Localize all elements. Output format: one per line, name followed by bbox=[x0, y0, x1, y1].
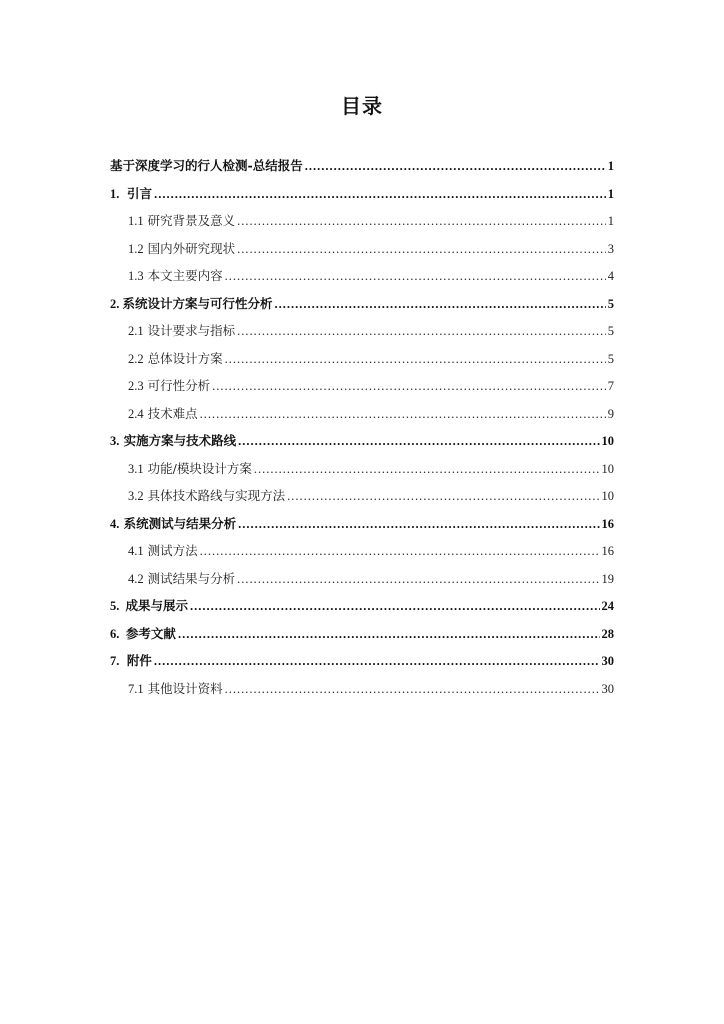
toc-entry-number: 2. bbox=[110, 296, 120, 311]
toc-leader-dots bbox=[238, 511, 599, 539]
toc-entry-number: 2.2 bbox=[128, 351, 144, 366]
toc-entry[interactable] bbox=[110, 400, 614, 428]
toc-entry-number: 2.4 bbox=[128, 406, 144, 421]
toc-entry-title: 功能/模块设计方案 bbox=[147, 460, 252, 476]
toc-entry[interactable] bbox=[110, 152, 614, 180]
toc-page-number: 3 bbox=[607, 241, 614, 256]
toc-page-number: 30 bbox=[601, 681, 614, 696]
toc-page-number: 5 bbox=[607, 351, 614, 366]
toc-entry[interactable] bbox=[110, 592, 614, 620]
toc-leader-dots bbox=[200, 401, 606, 429]
page-title: 目录 bbox=[341, 94, 383, 118]
toc-leader-dots bbox=[237, 236, 606, 264]
toc-page-number: 28 bbox=[601, 626, 614, 641]
toc-entry[interactable] bbox=[110, 647, 614, 675]
toc-entry-number: 3.1 bbox=[128, 461, 144, 476]
toc-page-number: 7 bbox=[607, 379, 614, 393]
toc-leader-dots bbox=[287, 483, 599, 511]
toc-entry-title: 设计要求与指标 bbox=[147, 323, 236, 338]
toc-leader-dots bbox=[225, 346, 606, 374]
toc-entry-title: 成果与展示 bbox=[125, 598, 188, 613]
toc-entry-title: 其他设计资料 bbox=[147, 680, 223, 696]
toc-entry-title: 具体技术路线与实现方法 bbox=[147, 488, 286, 503]
toc-entry-number: 1.1 bbox=[128, 214, 144, 228]
toc-entry-number: 3. bbox=[110, 434, 120, 448]
toc-leader-dots bbox=[305, 153, 606, 181]
toc-entry-title: 国内外研究现状 bbox=[147, 240, 236, 256]
toc-entry-title: 实施方案与技术路线 bbox=[123, 433, 237, 448]
toc-leader-dots bbox=[190, 593, 600, 621]
toc-page-number: 16 bbox=[601, 544, 614, 558]
toc-page-number: 5 bbox=[607, 296, 614, 311]
toc-leader-dots bbox=[200, 538, 600, 566]
toc-leader-dots bbox=[237, 208, 606, 236]
toc-page-number: 16 bbox=[601, 516, 614, 531]
toc-entry-number: 2.1 bbox=[128, 324, 144, 338]
toc-entry[interactable] bbox=[110, 482, 614, 510]
toc-entry[interactable] bbox=[110, 180, 614, 208]
toc-leader-dots bbox=[238, 428, 599, 456]
toc-entry-title: 附件 bbox=[126, 653, 152, 668]
toc-page-number: 24 bbox=[601, 599, 614, 613]
toc-entry-title: 研究背景及意义 bbox=[147, 213, 236, 228]
toc-page-number: 10 bbox=[601, 461, 614, 476]
toc-leader-dots bbox=[178, 621, 600, 649]
toc-entry-number: 1. bbox=[110, 186, 120, 201]
toc-page-number: 30 bbox=[601, 654, 614, 668]
toc-entry-number: 6. bbox=[110, 626, 120, 641]
toc-page-number: 1 bbox=[607, 186, 614, 201]
toc-entry[interactable] bbox=[110, 675, 614, 703]
toc-leader-dots bbox=[212, 373, 606, 401]
toc-page-number: 1 bbox=[607, 159, 614, 173]
toc-entry-number: 1.3 bbox=[128, 269, 144, 283]
toc-entry[interactable] bbox=[110, 290, 614, 318]
toc-page-number: 9 bbox=[607, 406, 614, 421]
toc-page-number: 10 bbox=[601, 489, 614, 503]
toc-entry[interactable] bbox=[110, 537, 614, 565]
toc-entry-number: 3.2 bbox=[128, 489, 144, 503]
toc-page-number: 1 bbox=[607, 214, 614, 228]
toc-entry[interactable] bbox=[110, 510, 614, 538]
toc-entry-title: 测试方法 bbox=[147, 543, 198, 558]
toc-entry[interactable] bbox=[110, 620, 614, 648]
toc-entry-title: 测试结果与分析 bbox=[147, 570, 236, 586]
toc-page-number: 19 bbox=[601, 571, 614, 586]
toc-page-number: 10 bbox=[601, 434, 614, 448]
toc-entry-number: 7.1 bbox=[128, 681, 144, 696]
toc-entry-number: 4. bbox=[110, 516, 120, 531]
toc-entry[interactable] bbox=[110, 565, 614, 593]
toc-entry[interactable] bbox=[110, 427, 614, 455]
toc-entry-title: 可行性分析 bbox=[147, 378, 211, 393]
toc-page-number: 4 bbox=[607, 269, 614, 283]
table-of-contents bbox=[110, 152, 614, 702]
toc-leader-dots bbox=[237, 566, 599, 594]
toc-page-number: 5 bbox=[607, 324, 614, 338]
toc-leader-dots bbox=[154, 648, 600, 676]
toc-leader-dots bbox=[154, 181, 606, 209]
toc-leader-dots bbox=[275, 291, 606, 319]
toc-entry-number: 2.3 bbox=[128, 379, 144, 393]
toc-entry[interactable] bbox=[110, 262, 614, 290]
toc-entry-title: 引言 bbox=[127, 185, 153, 201]
toc-entry-number: 1.2 bbox=[128, 241, 144, 256]
toc-leader-dots bbox=[225, 263, 606, 291]
toc-entry-title: 基于深度学习的行人检测-总结报告 bbox=[110, 158, 303, 173]
toc-entry[interactable] bbox=[110, 235, 614, 263]
toc-entry-number: 4.1 bbox=[128, 544, 144, 558]
toc-entry-title: 本文主要内容 bbox=[147, 268, 223, 283]
toc-entry-title: 系统测试与结果分析 bbox=[123, 515, 237, 531]
toc-entry-number: 7. bbox=[110, 654, 120, 668]
toc-entry[interactable] bbox=[110, 317, 614, 345]
toc-entry[interactable] bbox=[110, 345, 614, 373]
toc-entry-title: 技术难点 bbox=[147, 405, 198, 421]
toc-entry[interactable] bbox=[110, 207, 614, 235]
toc-entry-title: 总体设计方案 bbox=[147, 350, 223, 366]
toc-leader-dots bbox=[225, 676, 600, 704]
toc-leader-dots bbox=[254, 456, 600, 484]
toc-entry-number: 5. bbox=[110, 599, 120, 613]
toc-entry[interactable] bbox=[110, 455, 614, 483]
toc-entry-number: 4.2 bbox=[128, 571, 144, 586]
toc-entry[interactable] bbox=[110, 372, 614, 400]
toc-entry-title: 参考文献 bbox=[125, 625, 176, 641]
toc-leader-dots bbox=[237, 318, 606, 346]
toc-entry-title: 系统设计方案与可行性分析 bbox=[122, 295, 273, 311]
